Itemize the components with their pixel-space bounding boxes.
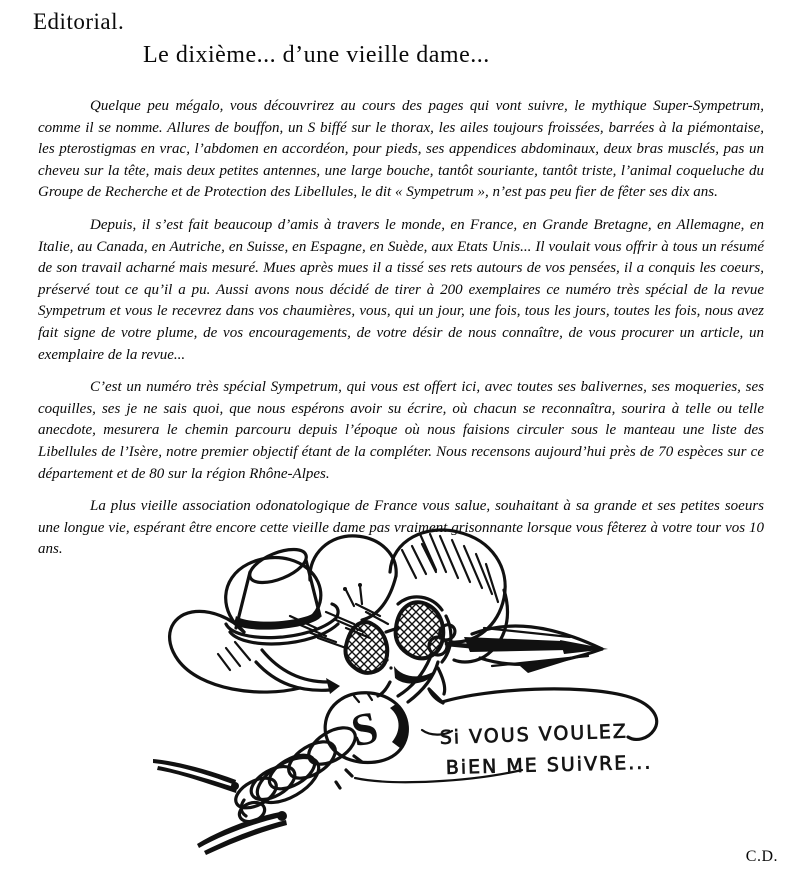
- page-heading: Editorial.: [33, 9, 125, 34]
- paragraph-1: Quelque peu mégalo, vous découvrirez au cours des pages qui vont suivre, le mythique Super-Sympetrum, comme il se nomme. Allures de bouffon, un S biffé sur le thorax, les ailes toujours froissées, barrées à la piémontaise, les pterostigmas en vrac, l’abdomen en accordéon, pour pieds, ses appendices abdominaux, deux bras musclés, pas un cheveu sur la tête, mais deux petites antennes, une large bouche, tantôt souriante, tantôt triste, l’animal coqueluche du Groupe de Recherche et de Protection des Libellules, le dit « Sympetrum », n’est pas peu fier de fêter ses dix ans.: [38, 98, 764, 201]
- paragraph-2: Depuis, il s’est fait beaucoup d’amis à travers le monde, en France, en Grande Bretagne, en Allemagne, en Italie, au Canada, en Autriche, en Suisse, en Espagne, en Suède, aux Etats Unis... Il voulait vous offrir à tous un résumé de son travail acharné mais mesuré. Mues après mues il a tissé ses rets autours de vos pensées, il a conquis les coeurs, préservé tout ce qu’il a pu. Aussi avons nous décidé de tirer à 200 exemplaires ce numéro très spécial de la revue Sympetrum et vous le recevrez dans vos chaumières, vous, qui un jour, une fois, tous les jours, toutes les fois, nous avez fait signe de votre plume, de vos encouragements, de votre désir de nous connaître, de vous procurer un article, un exemplaire de la revue...: [38, 216, 764, 363]
- editorial-body: [38, 96, 764, 561]
- paragraph-4: La plus vieille association odonatologique de France vous salue, souhaitant à sa grande et ses petites soeurs une longue vie, espérant être encore cette vieille dame pas vraiment grisonnante lorsque vous fêterez à votre tour vos 10 ans.: [38, 498, 764, 558]
- chest-letter: S: [346, 701, 383, 757]
- super-sympetrum-cartoon-illustration: [140, 520, 700, 865]
- left-compound-eye-icon: [346, 622, 388, 673]
- face-icon: [343, 583, 451, 696]
- right-compound-eye-icon: [396, 602, 444, 658]
- antennae-icon: [346, 586, 362, 606]
- page-title: Le dixième... d’une vieille dame...: [143, 42, 490, 68]
- bubble-text-line1: Si VOUS VOULEZ: [439, 720, 629, 749]
- bubble-text-line2: BiEN ME SUiVRE...: [445, 751, 653, 779]
- paragraph-3: C’est un numéro très spécial Sympetrum, qui vous est offert ici, avec toutes ses balivernes, ses moqueries, ses coquilles, ses je ne sais quoi, que nous espérons avoir su écrire, où chacun se reconnaîtra, sourira à telle ou telle anecdote, mesurera le chemin parcouru depuis l’époque où nous faisions circuler sous le manteau une liste des Libellules de l’Isère, notre premier objectif étant de la compléter. Nous recensons aujourd’hui près de 70 espèces sur ce département et de 80 sur la région Rhône-Alpes.: [38, 379, 764, 482]
- accordion-abdomen-icon: [231, 720, 362, 825]
- left-arms-icon: [256, 650, 340, 694]
- author-initials: C.D.: [745, 848, 778, 865]
